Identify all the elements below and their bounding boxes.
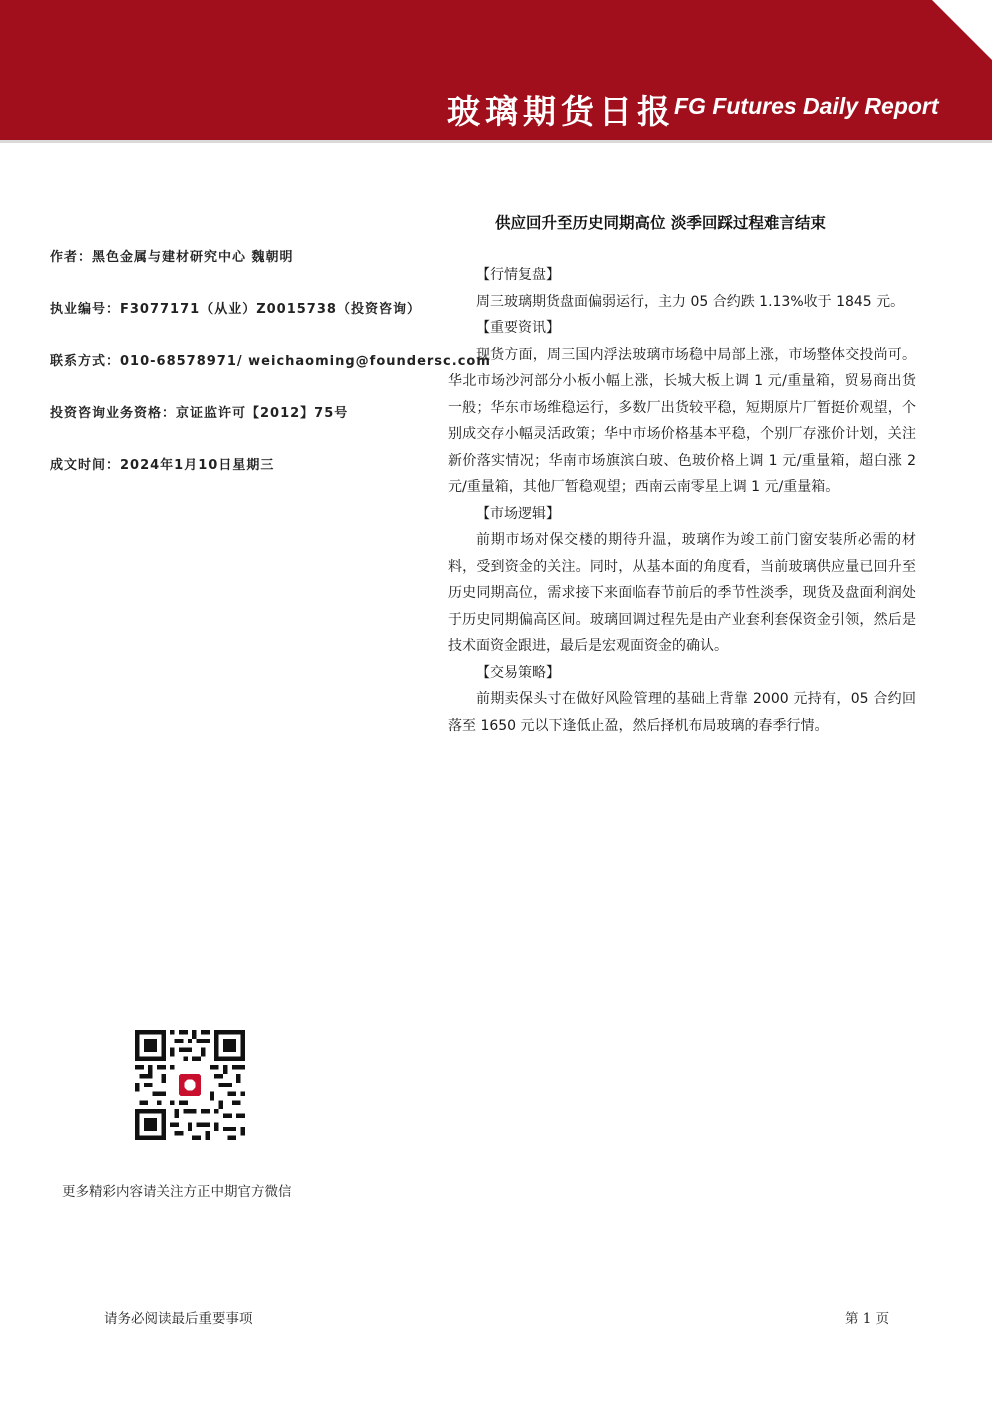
date-line: 成文时间：2024年1月10日星期三 bbox=[50, 458, 275, 473]
section-heading-review: 【行情复盘】 bbox=[476, 267, 560, 283]
contact-line: 联系方式：010-68578971/ weichaoming@foundersc.com bbox=[50, 354, 491, 369]
header-banner bbox=[0, 0, 992, 143]
section-text-strategy: 前期卖保头寸在做好风险管理的基础上背靠 2000 元持有，05 合约回落至 1650 元以下逢低止盈，然后择机布局玻璃的春季行情。 bbox=[448, 691, 916, 734]
qualification-line: 投资咨询业务资格：京证监许可【2012】75号 bbox=[50, 406, 349, 421]
article-title: 供应回升至历史同期高位 淡季回踩过程难言结束 bbox=[495, 214, 826, 232]
license-line: 执业编号：F3077171（从业）Z0015738（投资咨询） bbox=[50, 302, 421, 317]
page-curl-decoration bbox=[932, 0, 992, 60]
section-heading-news: 【重要资讯】 bbox=[476, 320, 560, 336]
wechat-qr-code bbox=[135, 1030, 245, 1140]
section-heading-logic: 【市场逻辑】 bbox=[476, 505, 560, 522]
report-title-cn: 玻璃期货日报 bbox=[447, 92, 675, 131]
report-title-en: FG Futures Daily Report bbox=[674, 93, 939, 119]
section-text-review: 周三玻璃期货盘面偏弱运行，主力 05 合约跌 1.13%收于 1845 元。 bbox=[476, 293, 905, 310]
article-body bbox=[448, 262, 916, 739]
page-number: 第 1 页 bbox=[845, 1311, 890, 1327]
author-line: 作者：黑色金属与建材研究中心 魏朝明 bbox=[50, 250, 294, 265]
section-heading-strategy: 【交易策略】 bbox=[476, 664, 560, 681]
footer-notice: 请务必阅读最后重要事项 bbox=[104, 1311, 253, 1327]
section-text-news: 现货方面，周三国内浮法玻璃市场稳中局部上涨，市场整体交投尚可。华北市场沙河部分小板小幅上涨，长城大板上调 1 元/重量箱，贸易商出货一般；华东市场维稳运行，多数厂出货较平稳，短期原片厂暂挺价观望，个别成交存小幅灵活政策；华中市场价格基本平稳，个别厂存涨价计划，关注新价落实情况；华南市场旗滨白玻、色玻价格上调 1 元/重量箱，超白涨 2 元/重量箱，其他厂暂稳观望；西南云南零星上调 1 元/重量箱。 bbox=[448, 346, 916, 495]
qr-caption: 更多精彩内容请关注方正中期官方微信 bbox=[62, 1184, 292, 1200]
section-text-logic: 前期市场对保交楼的期待升温，玻璃作为竣工前门窗安装所必需的材料，受到资金的关注。同时，从基本面的角度看，当前玻璃供应量已回升至历史同期高位，需求接下来面临春节前后的季节性淡季，现货及盘面利润处于历史同期偏高区间。玻璃回调过程先是由产业套利套保资金引领，然后是技术面资金跟进，最后是宏观面资金的确认。 bbox=[448, 532, 916, 654]
